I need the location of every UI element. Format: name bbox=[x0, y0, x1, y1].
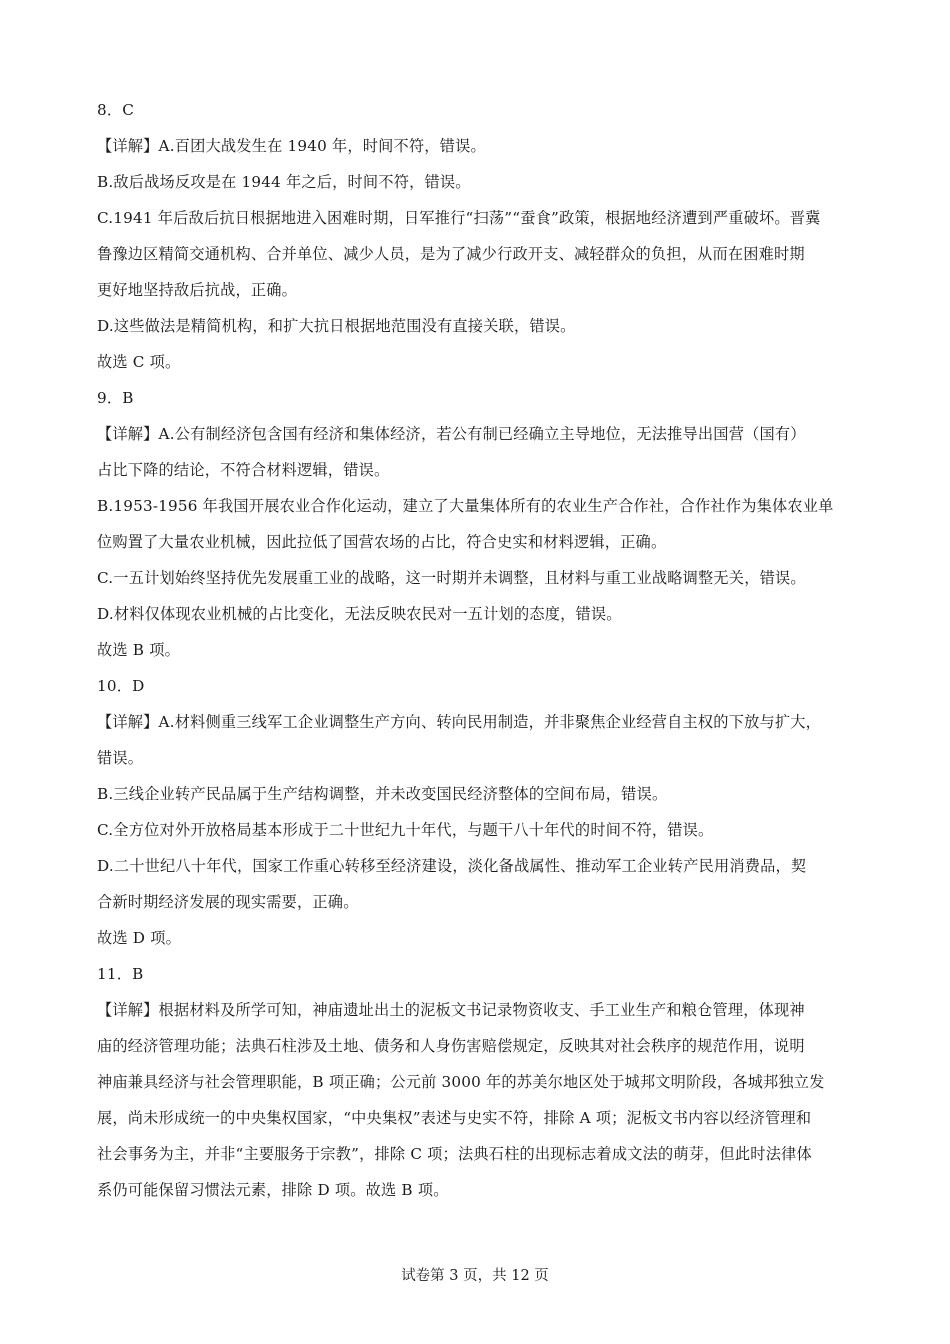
answer-number: 9．B bbox=[97, 389, 134, 407]
explanation-line: B.三线企业转产民品属于生产结构调整，并未改变国民经济整体的空间布局，错误。 bbox=[97, 785, 668, 803]
answer-number: 8．C bbox=[97, 101, 135, 119]
explanation-line: 合新时期经济发展的现实需要，正确。 bbox=[97, 893, 359, 911]
explanation-line: 系仍可能保留习惯法元素，排除 D 项。故选 B 项。 bbox=[97, 1181, 449, 1199]
explanation-line: C.一五计划始终坚持优先发展重工业的战略，这一时期并未调整，且材料与重工业战略调整无关，错误。 bbox=[97, 569, 806, 587]
answer-content bbox=[97, 92, 867, 1208]
answer-conclusion: 故选 B 项。 bbox=[97, 641, 180, 659]
explanation-line: 【详解】A.材料侧重三线军工企业调整生产方向、转向民用制造，并非聚焦企业经营自主权的下放与扩大， bbox=[97, 713, 822, 731]
explanation-line: 【详解】根据材料及所学可知，神庙遗址出土的泥板文书记录物资收支、手工业生产和粮仓管理，体现神 bbox=[97, 1001, 805, 1019]
explanation-line: 位购置了大量农业机械，因此拉低了国营农场的占比，符合史实和材料逻辑，正确。 bbox=[97, 533, 667, 551]
explanation-line: 占比下降的结论，不符合材料逻辑，错误。 bbox=[97, 461, 390, 479]
answer-conclusion: 故选 D 项。 bbox=[97, 929, 181, 947]
explanation-line: 神庙兼具经济与社会管理职能，B 项正确；公元前 3000 年的苏美尔地区处于城邦文明阶段，各城邦独立发 bbox=[97, 1073, 825, 1091]
explanation-line: D.二十世纪八十年代，国家工作重心转移至经济建设，淡化备战属性、推动军工企业转产民用消费品，契 bbox=[97, 857, 807, 875]
page-footer: 试卷第 3 页，共 12 页 bbox=[401, 1268, 549, 1284]
answer-conclusion: 故选 C 项。 bbox=[97, 353, 181, 371]
explanation-line: 更好地坚持敌后抗战，正确。 bbox=[97, 281, 298, 299]
explanation-line: D.材料仅体现农业机械的占比变化，无法反映农民对一五计划的态度，错误。 bbox=[97, 605, 622, 623]
explanation-line: 鲁豫边区精简交通机构、合并单位、减少人员，是为了减少行政开支、减轻群众的负担，从而在困难时期 bbox=[97, 245, 805, 263]
explanation-line: 庙的经济管理功能；法典石柱涉及土地、债务和人身伤害赔偿规定，反映其对社会秩序的规范作用，说明 bbox=[97, 1037, 805, 1055]
explanation-line: 社会事务为主，并非“主要服务于宗教”，排除 C 项；法典石柱的出现标志着成文法的萌芽，但此时法律体 bbox=[97, 1145, 812, 1163]
explanation-line: 【详解】A.百团大战发生在 1940 年，时间不符，错误。 bbox=[97, 137, 486, 155]
explanation-line: C.1941 年后敌后抗日根据地进入困难时期，日军推行“扫荡”“蚕食”政策，根据地经济遭到严重破坏。晋冀 bbox=[97, 209, 821, 227]
explanation-line: 【详解】A.公有制经济包含国有经济和集体经济，若公有制已经确立主导地位，无法推导出国营（国有） bbox=[97, 425, 806, 443]
explanation-line: 展，尚未形成统一的中央集权国家，“中央集权”表述与史实不符，排除 A 项；泥板文书内容以经济管理和 bbox=[97, 1109, 812, 1127]
explanation-line: C.全方位对外开放格局基本形成于二十世纪九十年代，与题干八十年代的时间不符，错误。 bbox=[97, 821, 714, 839]
answer-number: 11．B bbox=[97, 965, 144, 983]
answer-number: 10．D bbox=[97, 677, 145, 695]
explanation-line: B.敌后战场反攻是在 1944 年之后，时间不符，错误。 bbox=[97, 173, 471, 191]
explanation-line: B.1953-1956 年我国开展农业合作化运动，建立了大量集体所有的农业生产合作社，合作社作为集体农业单 bbox=[97, 497, 834, 515]
explanation-line: D.这些做法是精简机构，和扩大抗日根据地范围没有直接关联，错误。 bbox=[97, 317, 576, 335]
explanation-line: 错误。 bbox=[97, 749, 144, 767]
